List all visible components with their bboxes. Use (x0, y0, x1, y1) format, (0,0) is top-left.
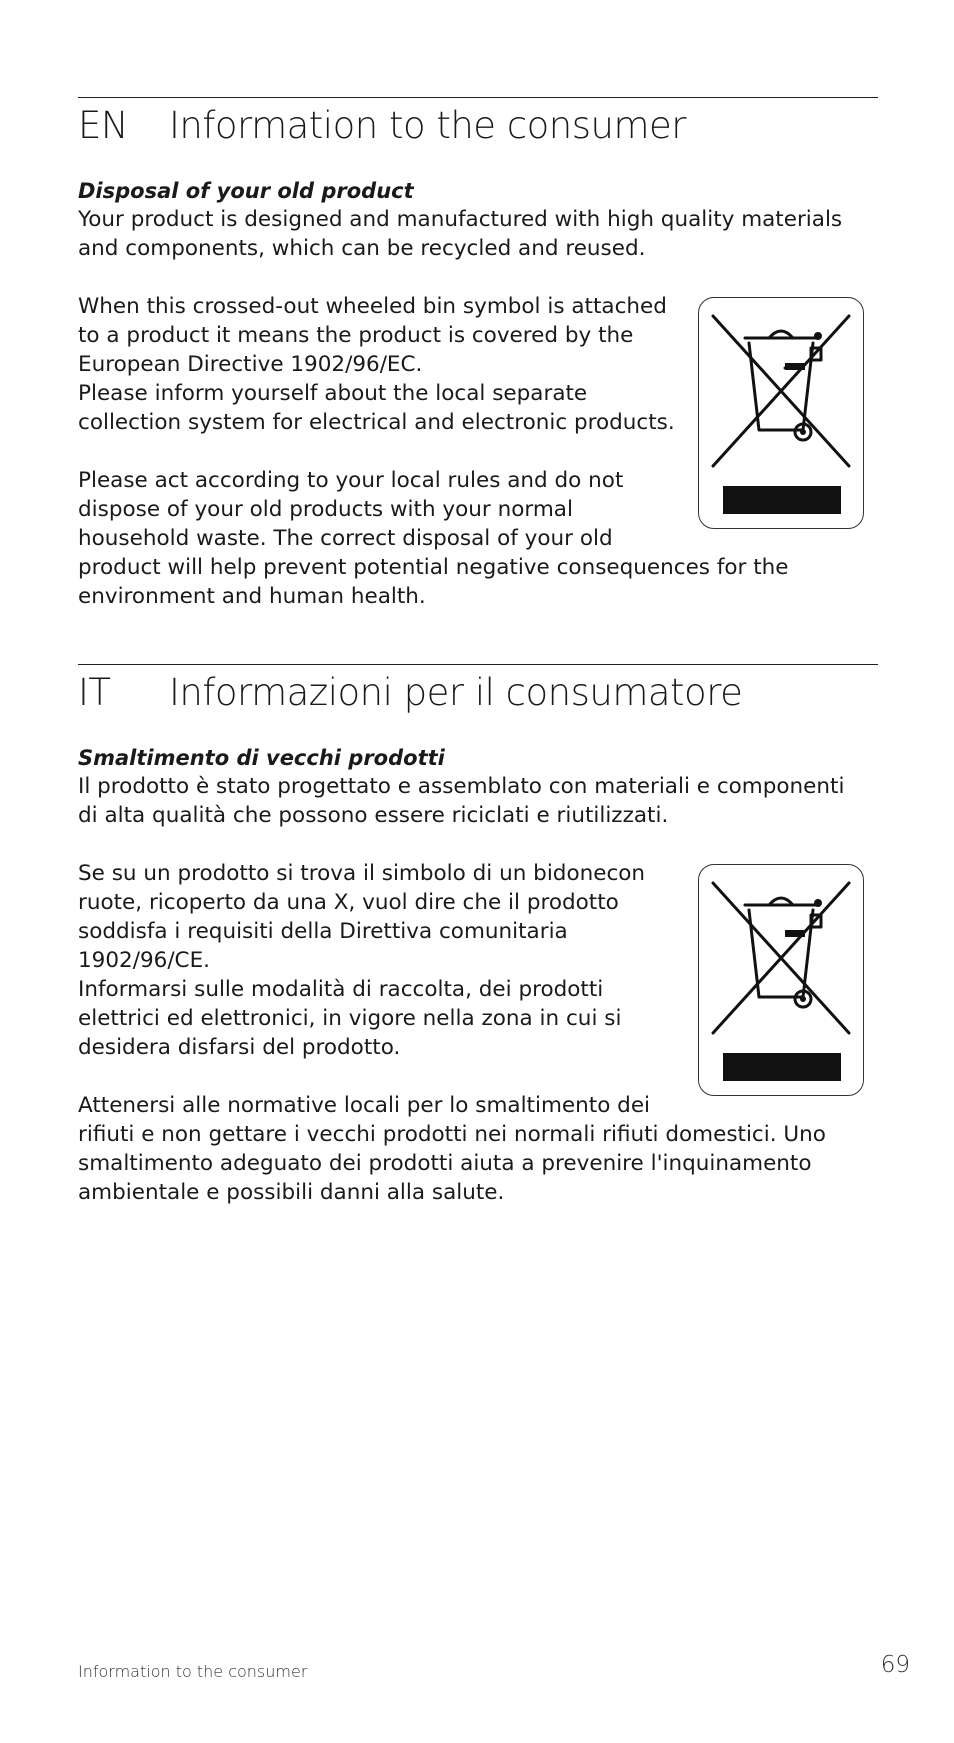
symbol-line: elettrici ed elettronici, in vigore nella zona in cui si (78, 1006, 622, 1031)
disposal-line: household waste. The correct disposal of your old (78, 526, 613, 551)
subheading: Disposal of your old product (78, 179, 414, 203)
intro-line: Il prodotto è stato progettato e assemblato con materiali e componenti (78, 774, 845, 799)
section-heading (78, 671, 878, 714)
symbol-line: desidera disfarsi del prodotto. (78, 1035, 401, 1060)
symbol-line: Informarsi sulle modalità di raccolta, dei prodotti (78, 977, 604, 1002)
section-divider (78, 97, 878, 98)
section-divider (78, 664, 878, 665)
footer-label: Information to the consumer (78, 1662, 308, 1681)
symbol-line: 1902/96/CE. (78, 948, 210, 973)
crossed-out-wheeled-bin-icon (698, 864, 864, 1096)
disposal-line: smaltimento adeguato dei prodotti aiuta a prevenire l'inquinamento (78, 1151, 812, 1176)
section-it (78, 664, 878, 1207)
disposal-line: rifiuti e non gettare i vecchi prodotti nei normali rifiuti domestici. Uno (78, 1122, 826, 1147)
disposal-line: Please act according to your local rules and do not (78, 468, 624, 493)
crossed-out-wheeled-bin-icon (698, 297, 864, 529)
section-heading (78, 104, 878, 147)
language-code: EN (78, 104, 129, 147)
section-title: Informazioni per il consumatore (169, 671, 743, 714)
disposal-line: ambientale e possibili danni alla salute. (78, 1180, 505, 1205)
symbol-line: collection system for electrical and electronic products. (78, 410, 675, 435)
intro-line: di alta qualità che possono essere riciclati e riutilizzati. (78, 803, 669, 828)
language-code: IT (78, 671, 111, 714)
symbol-line: European Directive 1902/96/EC. (78, 352, 423, 377)
section-title: Information to the consumer (169, 104, 687, 147)
disposal-line: environment and human health. (78, 584, 426, 609)
symbol-line: ruote, ricoperto da una X, vuol dire che il prodotto (78, 890, 619, 915)
page-number: 69 (880, 1652, 910, 1678)
disposal-line: dispose of your old products with your normal (78, 497, 573, 522)
disposal-line: product will help prevent potential negative consequences for the (78, 555, 789, 580)
intro-line: Your product is designed and manufactured with high quality materials (78, 207, 843, 232)
section-en (78, 97, 878, 611)
symbol-line: to a product it means the product is covered by the (78, 323, 634, 348)
symbol-line: When this crossed-out wheeled bin symbol is attached (78, 294, 667, 319)
symbol-line: Please inform yourself about the local separate (78, 381, 588, 406)
intro-line: and components, which can be recycled and reused. (78, 236, 646, 261)
symbol-line: Se su un prodotto si trova il simbolo di un bidonecon (78, 861, 646, 886)
disposal-line: Attenersi alle normative locali per lo smaltimento dei (78, 1093, 651, 1118)
symbol-line: soddisfa i requisiti della Direttiva comunitaria (78, 919, 568, 944)
subheading: Smaltimento di vecchi prodotti (78, 746, 445, 770)
